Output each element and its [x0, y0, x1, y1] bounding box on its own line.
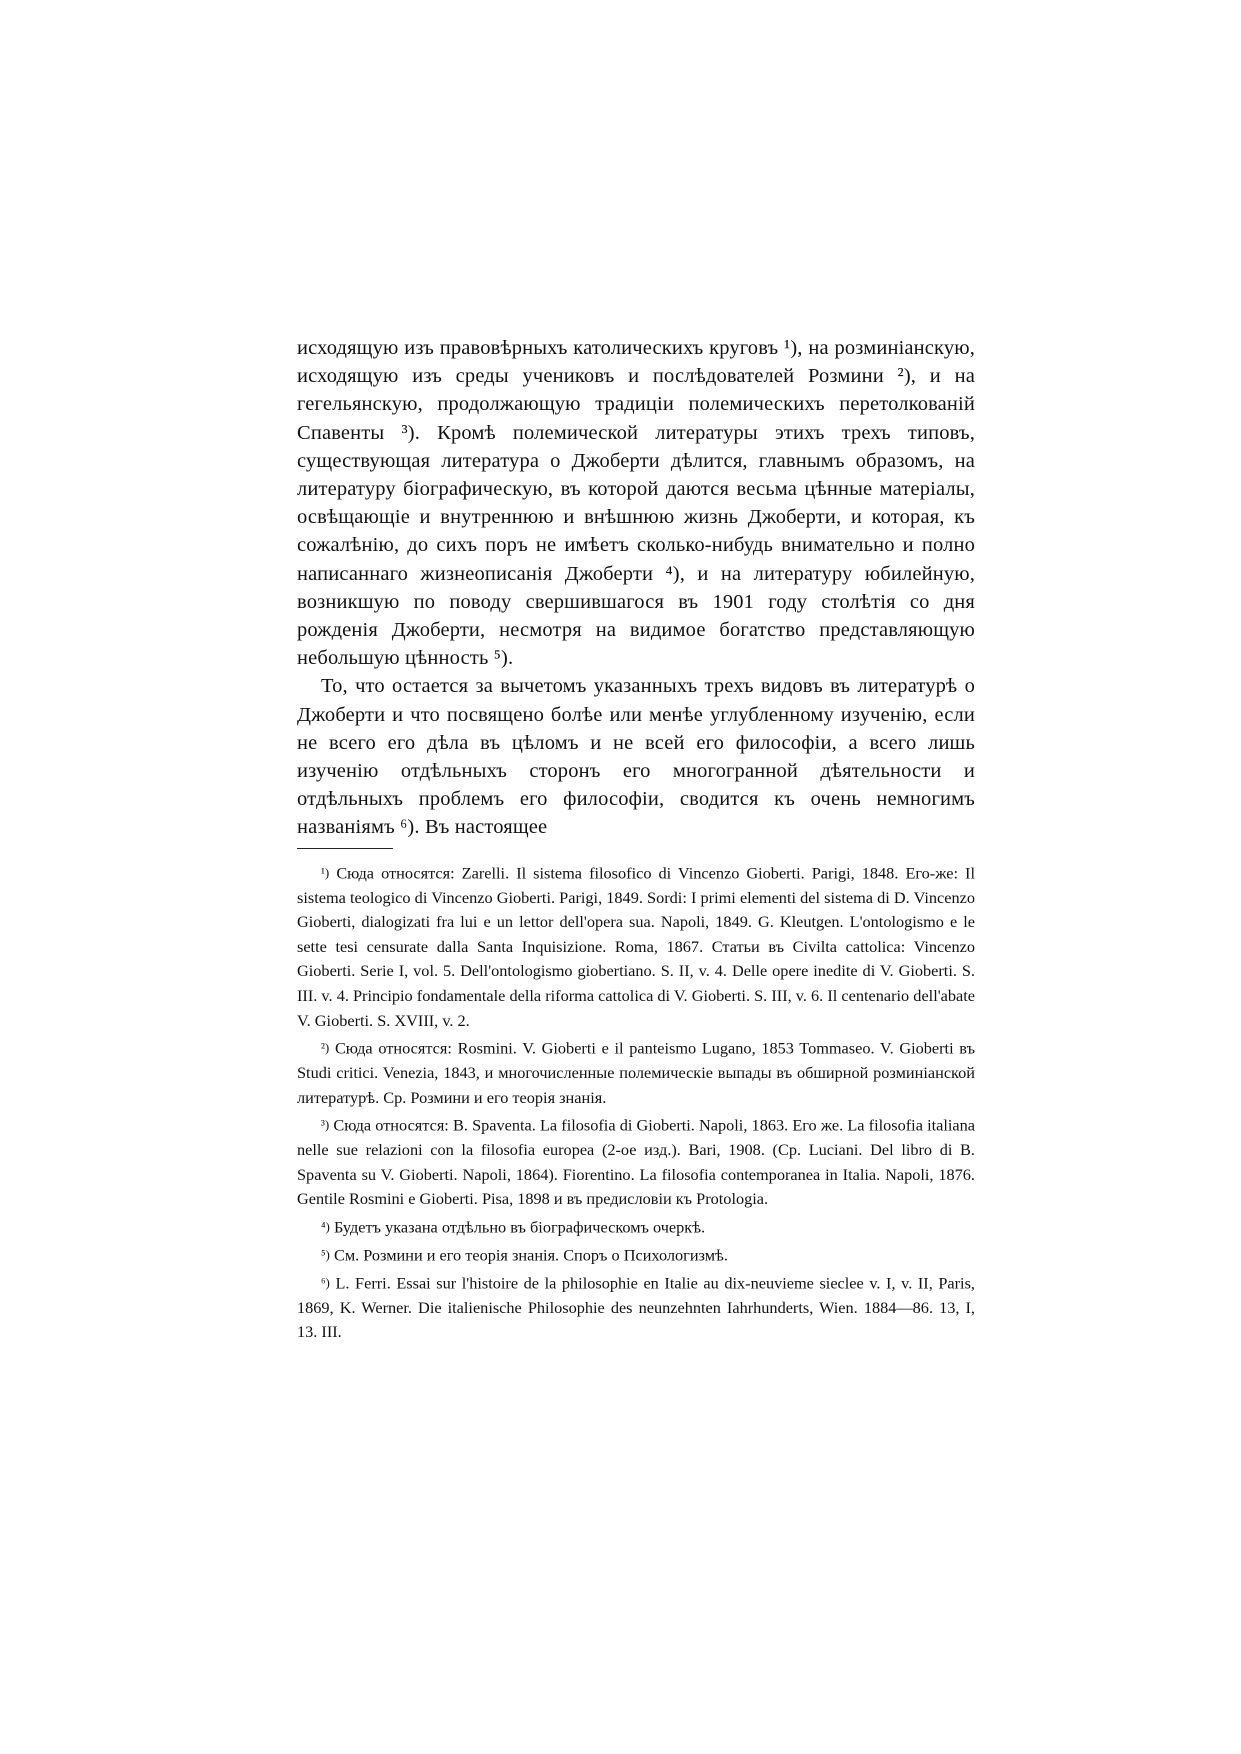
footnote-5: [297, 1243, 975, 1268]
footnote-text: Сюда относятся: B. Spaventa. La filosofia di Gioberti. Napoli, 1863. Его же. La filosofia italiana nelle sue relazioni con la filosofia europea (2-ое изд.). Bari, 1908. (Cp. Luciani. Del libro di B. Spaventa su V. Gioberti. Napoli, 1864). Fiorentino. La filosofia contemporanea in Italia. Napoli, 1876. Gentile Rosmini e Gioberti. Pisa, 1898 и въ предисловiи къ Protologia.: [297, 1115, 975, 1209]
footnote-marker: ⁶): [321, 1274, 330, 1290]
footnote-6: [297, 1271, 975, 1345]
footnote-text: Будетъ указана отдѣльно въ бiографическомъ очеркѣ.: [333, 1217, 706, 1237]
footnote-separator: [297, 848, 393, 849]
footnotes: [297, 861, 975, 1345]
footnote-text: См. Розмини и его теорiя знанiя. Споръ о Психологизмѣ.: [333, 1245, 728, 1265]
main-text: [297, 334, 975, 842]
footnote-marker: ⁵): [321, 1246, 330, 1262]
footnote-text: L. Ferri. Essai sur l'histoire de la philosophie en Italie au dix-neuvieme sieclee v. I, v. II, Paris, 1869, K. Werner. Die italienische Philosophie des neunzehnten Iahrhunderts, Wien. 1884—86. 13, I, 13. III.: [297, 1272, 975, 1342]
footnote-2: [297, 1036, 975, 1110]
footnote-text: Сюда относятся: Rosmini. V. Gioberti e il panteismo Lugano, 1853 Tommaseo. V. Gioberti въ Studi critici. Venezia, 1843, и многочисленные полемическiе выпады въ обширной розминiанской литературѣ. Ср. Розмини и его теорiя знанiя.: [297, 1038, 975, 1107]
paragraph-1: исходящую изъ правовѣрныхъ католическихъ круговъ ¹), на розминiанскую, исходящую изъ среды учениковъ и послѣдователей Розмини ²), и на гегельянскую, продолжающую традицiи полемическихъ перетолкованiй Спавенты ³). Кромѣ полемической литературы этихъ трехъ типовъ, существующая литература о Джоберти дѣлится, главнымъ образомъ, на литературу бiографическую, въ которой даются весьма цѣнные матерiалы, освѣщающiе и внутреннюю и внѣшнюю жизнь Джоберти, и которая, къ сожалѣнiю, до сихъ поръ не имѣетъ сколько-нибудь внимательно и полно написаннаго жизнеописанiя Джоберти ⁴), и на литературу юбилейную, возникшую по поводу свершившагося въ 1901 году столѣтiя со дня рожденiя Джоберти, несмотря на видимое богатство представляющую небольшую цѣнность ⁵).: [297, 337, 975, 670]
footnote-marker: ⁴): [321, 1218, 330, 1234]
footnote-1: [297, 861, 975, 1033]
footnote-text: Сюда относятся: Zarelli. Il sistema filosofico di Vincenzo Gioberti. Parigi, 1848. Его-же: Il sistema teologico di Vincenzo Gioberti. Parigi, 1849. Sordi: I primi elementi del sistema di D. Vincenzo Gioberti, dialogizati fra lui e un lettor dell'opera sua. Napoli, 1849. G. Kleutgen. L'ontologismo e le sette tesi censurate dalla Santa Inquisizione. Roma, 1867. Статьи въ Civilta cattolica: Vincenzo Gioberti. Serie I, vol. 5. Dell'ontologismo giobertiano. S. II, v. 4. Delle opere inedite di V. Gioberti. S. III. v. 4. Principio fondamentale della riforma cattolica di V. Gioberti. S. III, v. 6. Il centenario dell'abate V. Gioberti. S. XVIII, v. 2.: [297, 862, 975, 1030]
footnote-4: [297, 1215, 975, 1240]
footnote-marker: ¹): [321, 864, 330, 880]
paragraph-2: То, что остается за вычетомъ указанныхъ трехъ видовъ въ литературѣ о Джоберти и что посвящено болѣе или менѣе углубленному изученiю, если не всего его дѣла въ цѣломъ и не всей его философiи, а всего лишь изученiю отдѣльныхъ сторонъ его многогранной дѣятельности и отдѣльныхъ проблемъ его философiи, сводится къ очень немногимъ названiямъ ⁶). Въ настоящее: [297, 675, 975, 839]
book-page: [297, 334, 975, 1348]
footnote-3: [297, 1113, 975, 1212]
footnote-marker: ²): [321, 1040, 330, 1056]
footnote-marker: ³): [321, 1117, 330, 1133]
